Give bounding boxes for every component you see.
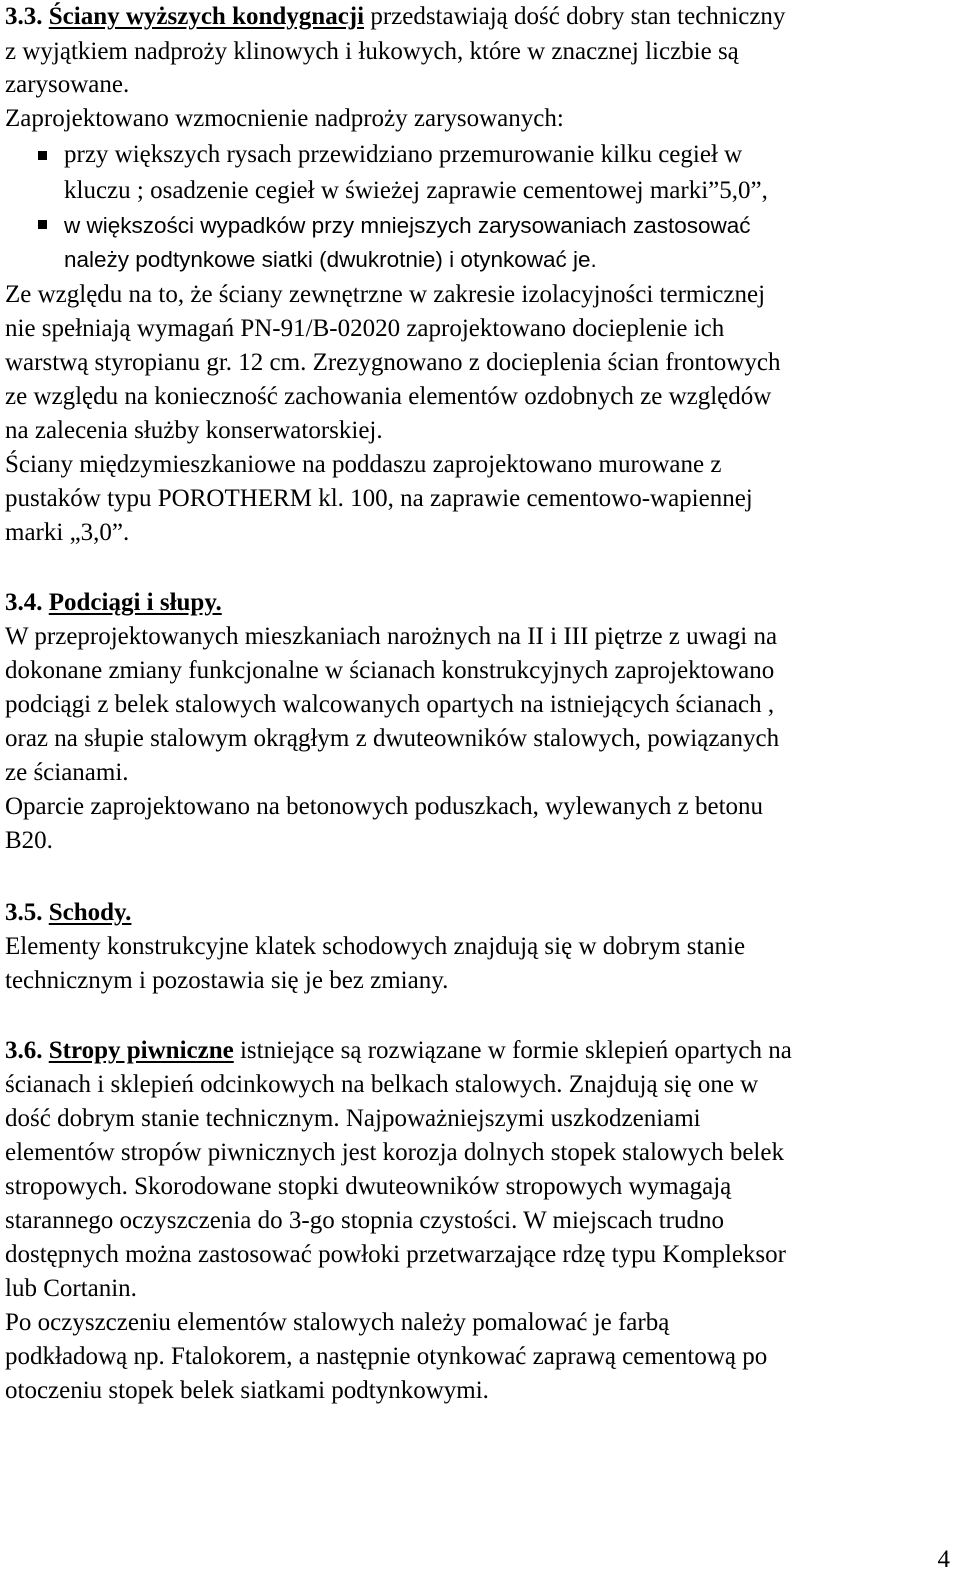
paragraph-line: podkładową np. Ftalokorem, a następnie otynkować zaprawą cementową po [5,1343,768,1370]
bullet-square-icon [38,151,47,160]
paragraph-line: dokonane zmiany funkcjonalne w ścianach konstrukcyjnych zaprojektowano [5,657,775,684]
section-heading: Podciągi i słupy. [48,589,222,616]
paragraph-line: ze ścianami. [5,759,129,786]
section-3-5-heading-line [5,898,131,928]
paragraph-line: na zalecenia służby konserwatorskiej. [5,417,383,444]
paragraph-line: Zaprojektowano wzmocnienie nadproży zarysowanych: [5,105,564,132]
section-heading: Schody. [48,899,132,926]
paragraph-line: Oparcie zaprojektowano na betonowych poduszkach, wylewanych z betonu [5,793,764,820]
paragraph-line: nie spełniają wymagań PN-91/B-02020 zaprojektowano docieplenie ich [5,315,725,342]
paragraph-line: podciągi z belek stalowych walcowanych opartych na istniejących ścianach , [5,691,775,718]
paragraph-text: istniejące są rozwiązane w formie sklepień opartych na [233,1037,792,1064]
paragraph-line: dostępnych można zastosować powłoki przetwarzające rdzę typu Kompleksor [5,1241,786,1268]
paragraph-line: oraz na słupie stalowym okrągłym z dwuteowników stalowych, powiązanych [5,725,780,752]
section-number: 3.3. [5,3,43,30]
section-number: 3.4. [5,589,43,616]
bullet-item-line: należy podtynkowe siatki (dwukrotnie) i otynkować je. [64,247,597,272]
paragraph-line: zarysowane. [5,71,130,98]
paragraph-line: W przeprojektowanych mieszkaniach narożnych na II i III piętrze z uwagi na [5,623,778,650]
paragraph-text: przedstawiają dość dobry stan techniczny [364,3,786,30]
section-3-4-heading-line [5,588,222,618]
section-heading: Stropy piwniczne [48,1037,234,1064]
paragraph-line: stropowych. Skorodowane stopki dwuteowników stropowych wymagają [5,1173,732,1200]
paragraph-line: Ze względu na to, że ściany zewnętrzne w zakresie izolacyjności termicznej [5,281,766,308]
paragraph-line: elementów stropów piwnicznych jest korozja dolnych stopek stalowych belek [5,1139,784,1166]
paragraph-line: otoczeniu stopek belek siatkami podtynkowymi. [5,1377,489,1404]
bullet-item-line: w większości wypadków przy mniejszych zarysowaniach zastosować [64,213,751,238]
paragraph-line: ścianach i sklepień odcinkowych na belkach stalowych. Znajdują się one w [5,1071,759,1098]
paragraph-line: dość dobrym stanie technicznym. Najpoważniejszymi uszkodzeniami [5,1105,701,1132]
paragraph-line: marki „3,0”. [5,519,130,546]
paragraph-line: z wyjątkiem nadproży klinowych i łukowych, które w znacznej liczbie są [5,38,739,65]
paragraph-line: Po oczyszczeniu elementów stalowych należy pomalować je farbą [5,1309,670,1336]
paragraph-line: starannego oczyszczenia do 3-go stopnia czystości. W miejscach trudno [5,1207,724,1234]
bullet-item-line: przy większych rysach przewidziano przemurowanie kilku cegieł w [64,141,743,168]
paragraph-line: pustaków typu POROTHERM kl. 100, na zaprawie cementowo-wapiennej [5,485,753,512]
paragraph-line: B20. [5,827,53,854]
section-number: 3.6. [5,1037,43,1064]
section-3-3-first-line [5,2,785,32]
section-number: 3.5. [5,899,43,926]
paragraph-line: Ściany międzymieszkaniowe na poddaszu zaprojektowano murowane z [5,451,722,478]
page-number: 4 [937,1546,950,1573]
paragraph-line: ze względu na konieczność zachowania elementów ozdobnych ze względów [5,383,772,410]
paragraph-line: Elementy konstrukcyjne klatek schodowych znajdują się w dobrym stanie [5,933,746,960]
paragraph-line: technicznym i pozostawia się je bez zmiany. [5,967,449,994]
paragraph-line: lub Cortanin. [5,1275,137,1302]
section-3-6-first-line [5,1036,792,1066]
section-heading: Ściany wyższych kondygnacji [48,3,365,30]
bullet-item-line: kluczu ; osadzenie cegieł w świeżej zaprawie cementowej marki”5,0”, [64,177,768,204]
bullet-square-icon [38,220,47,229]
paragraph-line: warstwą styropianu gr. 12 cm. Zrezygnowano z docieplenia ścian frontowych [5,349,781,376]
